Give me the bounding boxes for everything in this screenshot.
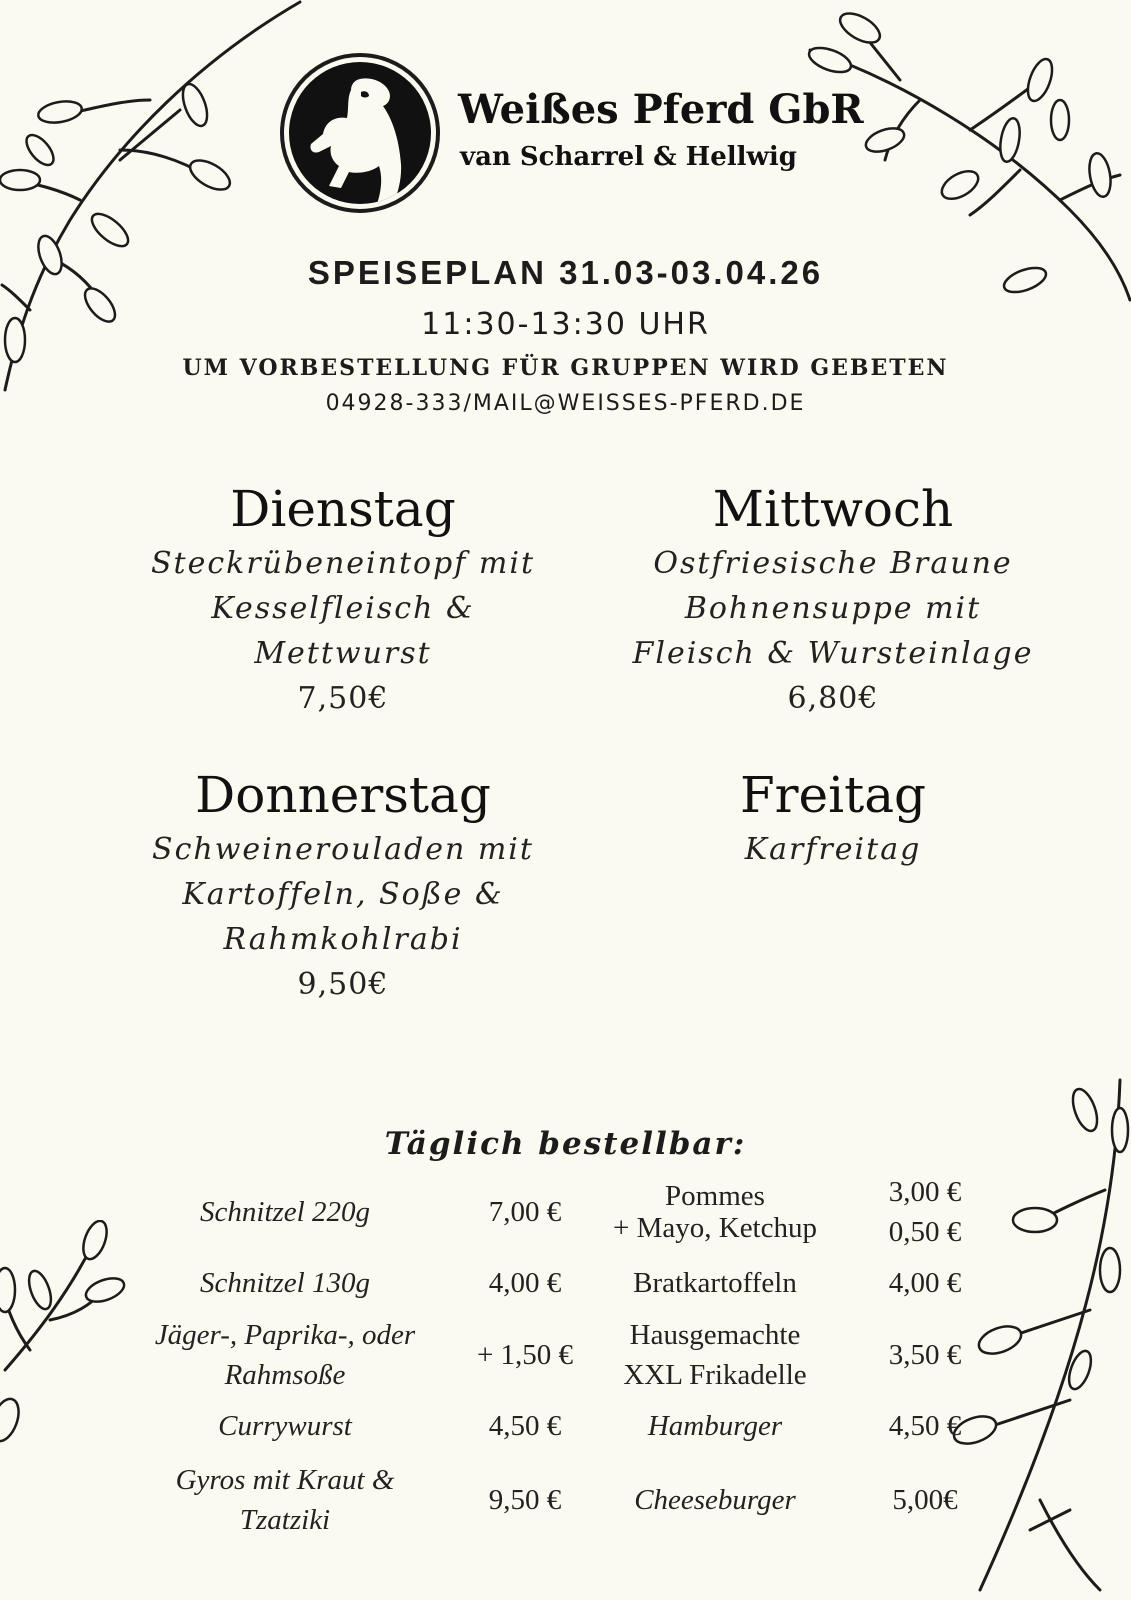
horse-icon bbox=[289, 62, 431, 204]
dish-price: 7,50€ bbox=[297, 681, 389, 716]
daily-item-name: Cheeseburger bbox=[634, 1484, 796, 1516]
daily-item-name: Bratkartoffeln bbox=[633, 1267, 797, 1299]
daily-item-price: 9,50 € bbox=[488, 1484, 562, 1516]
dish-line: Karfreitag bbox=[744, 832, 922, 867]
dish-price: 6,80€ bbox=[787, 681, 879, 716]
daily-item-name: Pommes + Mayo, Ketchup bbox=[612, 1180, 817, 1244]
opening-hours: 11:30-13:30 UHR bbox=[421, 307, 710, 342]
daily-item-price: 4,50 € bbox=[888, 1410, 962, 1442]
dish-line: Bohnensuppe mit bbox=[684, 591, 982, 626]
daily-title: Täglich bestellbar: bbox=[384, 1126, 747, 1162]
preorder-note: UM VORBESTELLUNG FÜR GRUPPEN WIRD GEBETEN bbox=[182, 355, 949, 381]
dish-line: Mettwurst bbox=[254, 636, 432, 671]
daily-item-price: 4,00 € bbox=[888, 1267, 962, 1299]
daily-item-name: Hamburger bbox=[647, 1410, 783, 1442]
logo bbox=[280, 53, 440, 213]
daily-item-price: 5,00€ bbox=[892, 1484, 958, 1516]
dish-line: Fleisch & Wursteinlage bbox=[632, 636, 1034, 671]
daily-item-price: 4,00 € bbox=[488, 1267, 562, 1299]
dish-price: 9,50€ bbox=[297, 967, 389, 1002]
daily-item-price: 3,50 € bbox=[888, 1339, 962, 1371]
daily-item-name: Hausgemachte XXL Frikadelle bbox=[623, 1319, 807, 1391]
dish-line: Schweinerouladen mit bbox=[152, 832, 534, 867]
dish-line: Steckrübeneintopf mit bbox=[150, 546, 535, 581]
day-title: Donnerstag bbox=[195, 766, 491, 824]
day-title: Freitag bbox=[739, 766, 927, 824]
dish-line: Kartoffeln, Soße & bbox=[182, 877, 504, 912]
brand-name: Weißes Pferd GbR bbox=[458, 86, 864, 133]
day-donnerstag bbox=[103, 763, 583, 1007]
daily-item-name: Jäger-, Paprika-, oder Rahmsoße bbox=[154, 1319, 416, 1391]
daily-item-price: + 1,50 € bbox=[476, 1339, 574, 1371]
daily-item-name: Schnitzel 130g bbox=[200, 1267, 370, 1299]
dish-line: Ostfriesische Braune bbox=[653, 546, 1013, 581]
floral-bottom-left-icon bbox=[0, 1220, 130, 1480]
daily-item-price: 7,00 € bbox=[488, 1196, 562, 1228]
daily-item-name: Currywurst bbox=[218, 1410, 352, 1442]
contact-info: 04928-333/MAIL@WEISSES-PFERD.DE bbox=[325, 391, 806, 416]
daily-item-name: Gyros mit Kraut & Tzatziki bbox=[175, 1464, 395, 1536]
day-freitag bbox=[593, 763, 1073, 872]
dish-line: Kesselfleisch & bbox=[211, 591, 475, 626]
daily-item-name: Schnitzel 220g bbox=[200, 1196, 370, 1228]
brand-subtitle: van Scharrel & Hellwig bbox=[460, 142, 797, 172]
logo-inner bbox=[289, 62, 431, 204]
daily-item-price: 4,50 € bbox=[488, 1410, 562, 1442]
day-dienstag bbox=[103, 477, 583, 721]
day-mittwoch bbox=[593, 477, 1073, 721]
daily-item-price: 3,00 € 0,50 € bbox=[888, 1176, 962, 1248]
day-title: Mittwoch bbox=[712, 480, 954, 538]
menu-title: SPEISEPLAN 31.03-03.04.26 bbox=[307, 254, 824, 291]
dish-line: Rahmkohlrabi bbox=[223, 922, 463, 957]
day-title: Dienstag bbox=[230, 480, 456, 538]
